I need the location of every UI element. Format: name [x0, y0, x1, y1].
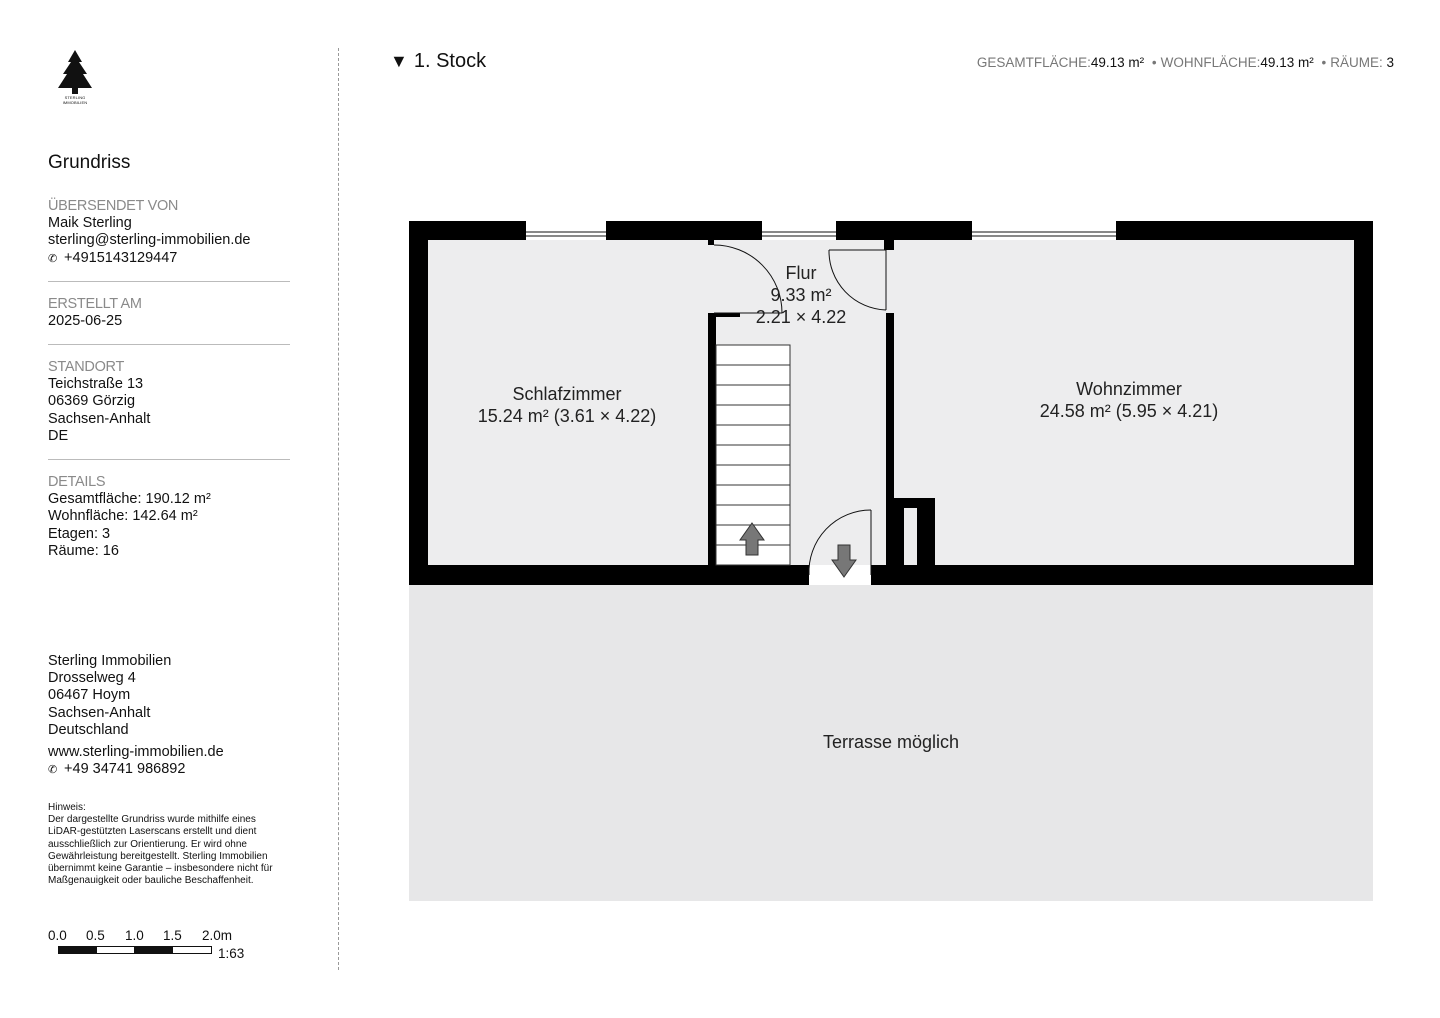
- wall-left: [409, 221, 428, 585]
- floor-name: 1. Stock: [413, 50, 487, 72]
- scale-tick-label: 0.0: [48, 928, 67, 943]
- sender-email[interactable]: sterling@sterling-immobilien.de: [48, 232, 251, 249]
- room-dimensions: 2.21 × 4.22: [755, 307, 847, 327]
- phone-icon: ✆: [48, 252, 58, 265]
- location-region: Sachsen-Anhalt: [48, 410, 151, 427]
- wall-interior: [886, 498, 904, 565]
- disclaimer-label: Hinweis:: [48, 802, 86, 813]
- company-phone: +49 34741 986892: [64, 761, 186, 778]
- window: [972, 229, 1116, 240]
- details-living-area: Wohnfläche: 142.64 m²: [48, 508, 198, 525]
- sender-label: ÜBERSENDET VON: [48, 198, 179, 214]
- room-size: 15.24 m² (3.61 × 4.22): [477, 406, 657, 426]
- location-country: DE: [48, 427, 69, 444]
- details-label: DETAILS: [48, 474, 106, 490]
- scale-tick-label: 1.0: [125, 928, 144, 943]
- wall-interior: [708, 240, 714, 245]
- triangle-down-icon[interactable]: ▼: [390, 51, 408, 71]
- page-title: Grundriss: [48, 152, 131, 173]
- scale-ratio: 1:63: [218, 946, 245, 961]
- company-region: Sachsen-Anhalt: [48, 704, 151, 721]
- location-city: 06369 Görzig: [48, 393, 136, 410]
- wall-interior: [917, 498, 935, 565]
- company-name: Sterling Immobilien: [48, 653, 172, 669]
- wall-interior: [884, 240, 894, 250]
- logo-text: STERLING IMMOBILIEN: [62, 95, 88, 105]
- company-street: Drosselweg 4: [48, 670, 136, 687]
- stat-separator: •: [1321, 55, 1327, 70]
- location-label: STANDORT: [48, 359, 125, 375]
- sender-name: Maik Sterling: [48, 215, 132, 232]
- scale-tick-label: 1.5: [163, 928, 182, 943]
- location-street: Teichstraße 13: [48, 376, 144, 393]
- details-floors: Etagen: 3: [48, 525, 111, 542]
- scale-tick-label: 0.5: [86, 928, 105, 943]
- details-total-area: Gesamtfläche: 190.12 m²: [48, 491, 211, 508]
- room-flur-label: [741, 262, 861, 328]
- room-size: 24.58 m² (5.95 × 4.21): [1039, 401, 1219, 421]
- window: [526, 229, 606, 240]
- details-rooms: Räume: 16: [48, 542, 119, 559]
- stat-total-label: GESAMTFLÄCHE:: [976, 55, 1091, 70]
- window: [762, 229, 836, 240]
- wall-interior: [714, 313, 740, 317]
- wall-interior: [708, 313, 716, 565]
- terrace-label: Terrasse möglich: [822, 732, 960, 752]
- stat-living-label: WOHNFLÄCHE:: [1160, 55, 1261, 70]
- room-area: 9.33 m²: [770, 285, 832, 305]
- wall-top-segment: [1116, 221, 1373, 240]
- stat-living-value: 49.13 m²: [1260, 55, 1314, 70]
- wall-interior: [886, 313, 894, 498]
- stat-separator: •: [1151, 55, 1157, 70]
- wall-top-segment: [606, 221, 762, 240]
- stat-rooms-value: 3: [1386, 55, 1394, 70]
- disclaimer-text: Der dargestellte Grundriss wurde mithilfe eines LiDAR-gestützten Laserscans erstellt und dient ausschließlich zur Orientierung. Er wird ohne Gewährleistung bereitgestellt. Sterling Immobilien übernimmt keine Garantie – insbesondere nicht für Maßgenauigkeit oder bauliche Beschaffenheit.: [48, 814, 273, 887]
- room-name: Wohnzimmer: [1076, 379, 1182, 399]
- wall-right: [1354, 221, 1373, 585]
- company-city: 06467 Hoym: [48, 687, 131, 704]
- room-wohnzimmer-label: [1019, 378, 1239, 422]
- scale-tick-label: 2.0m: [202, 928, 233, 943]
- room-name: Flur: [785, 263, 817, 283]
- room-schlafzimmer-label: [467, 383, 667, 427]
- created-label: ERSTELLT AM: [48, 296, 142, 312]
- stat-rooms-label: RÄUME:: [1330, 55, 1383, 70]
- company-website[interactable]: www.sterling-immobilien.de: [48, 744, 224, 761]
- room-name: Schlafzimmer: [512, 384, 622, 404]
- sender-phone: +4915143129447: [64, 249, 178, 266]
- company-country: Deutschland: [48, 721, 129, 738]
- phone-icon: ✆: [48, 764, 58, 777]
- stat-total-value: 49.13 m²: [1090, 55, 1145, 70]
- created-date: 2025-06-25: [48, 313, 123, 330]
- wall-top-segment: [836, 221, 972, 240]
- wall-bottom-segment: [409, 565, 809, 585]
- wall-bottom-segment: [871, 565, 1373, 585]
